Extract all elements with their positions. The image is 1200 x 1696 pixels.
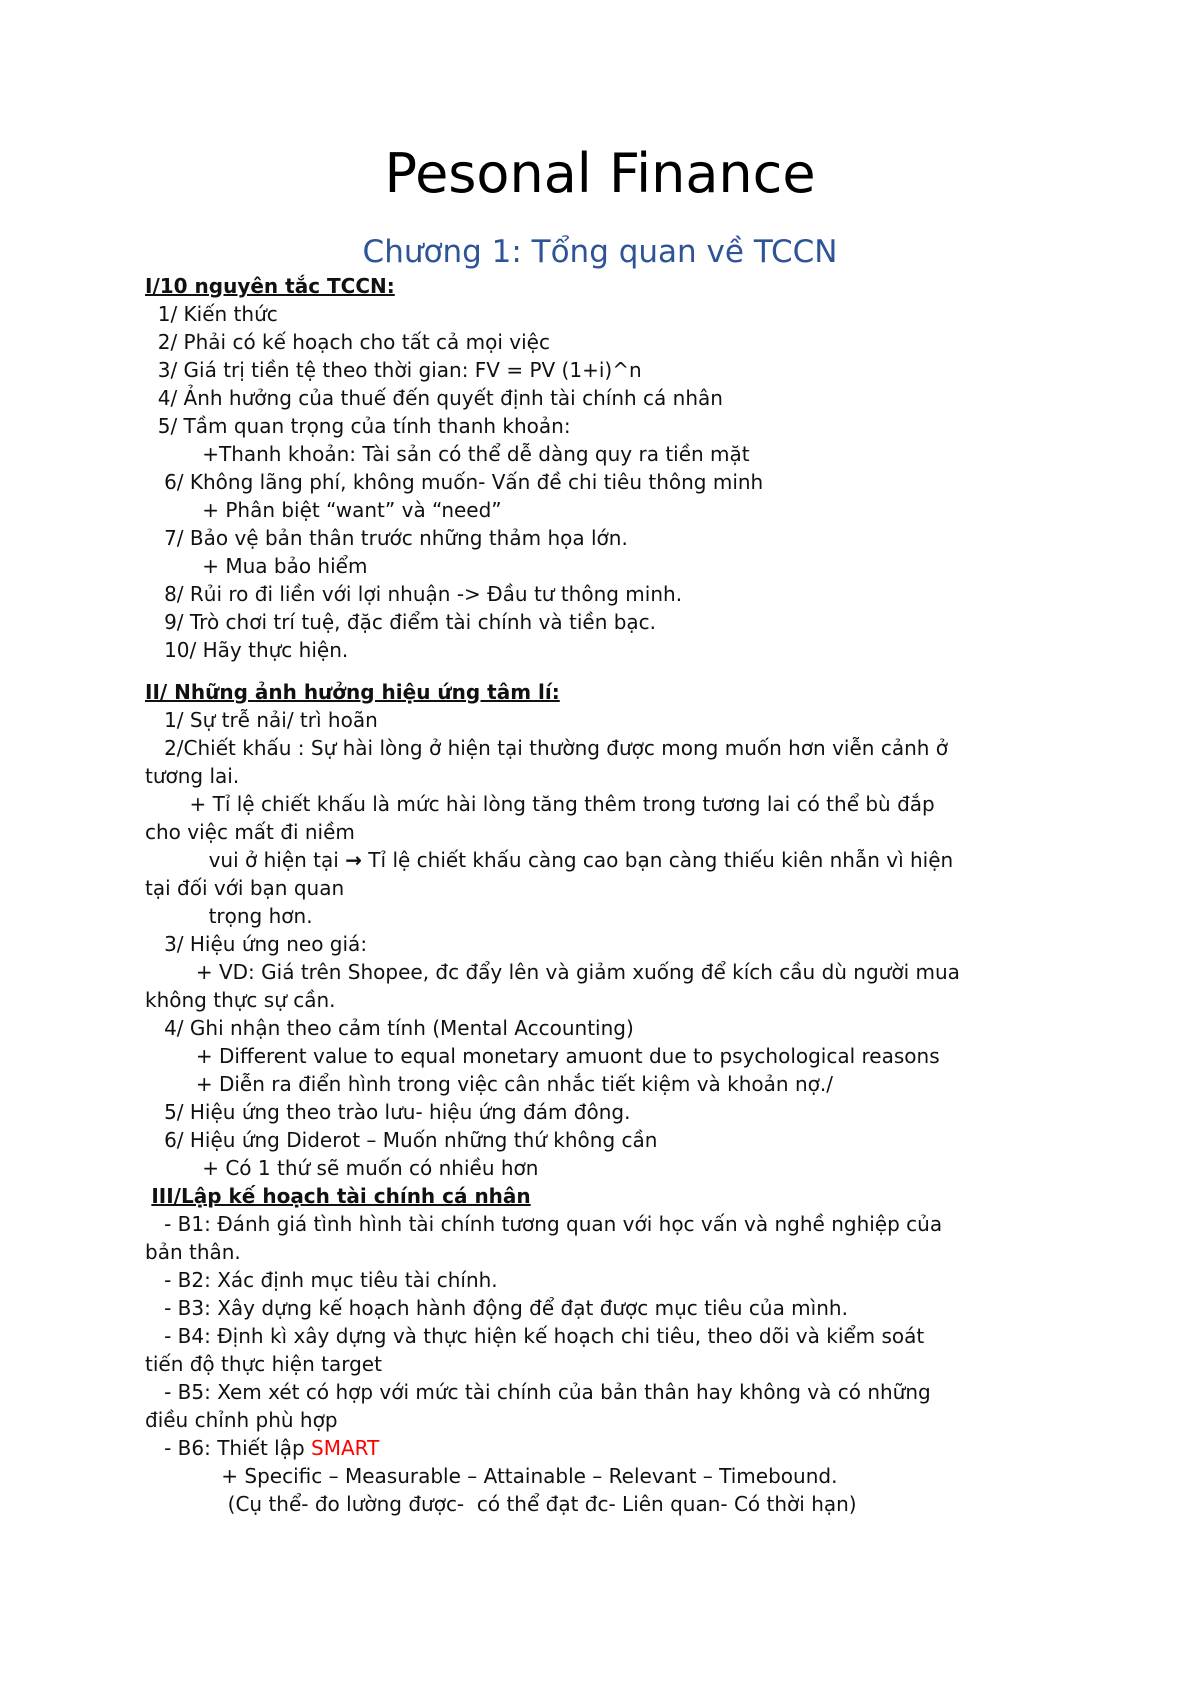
list-item: + Specific – Measurable – Attainable – Relevant – Timebound.	[145, 1464, 838, 1488]
list-item: - B3: Xây dựng kế hoạch hành động để đạt được mục tiêu của mình.	[145, 1296, 848, 1320]
list-item: 9/ Trò chơi trí tuệ, đặc điểm tài chính và tiền bạc.	[145, 610, 657, 634]
section-3-heading: III/Lập kế hoạch tài chính cá nhân	[151, 1184, 531, 1208]
list-item: (Cụ thể- đo lường được- có thể đạt đc- Liên quan- Có thời hạn)	[145, 1492, 857, 1516]
list-item: không thực sự cần.	[145, 988, 336, 1012]
list-item: 1/ Kiến thức	[145, 302, 278, 326]
line-text: Tỉ lệ chiết khấu càng cao bạn càng thiếu kiên nhẫn vì hiện	[361, 848, 954, 872]
list-item: 4/ Ảnh hưởng của thuế đến quyết định tài chính cá nhân	[145, 386, 723, 410]
list-item: + Diễn ra điển hình trong việc cân nhắc tiết kiệm và khoản nợ./	[145, 1072, 833, 1096]
smart-highlight: SMART	[311, 1436, 380, 1460]
list-item: 2/Chiết khấu : Sự hài lòng ở hiện tại thường được mong muốn hơn viễn cảnh ở	[145, 736, 949, 760]
list-item: - B2: Xác định mục tiêu tài chính.	[145, 1268, 498, 1292]
list-item: bản thân.	[145, 1240, 241, 1264]
list-item: 5/ Hiệu ứng theo trào lưu- hiệu ứng đám đông.	[145, 1100, 631, 1124]
list-item: 1/ Sự trễ nải/ trì hoãn	[145, 708, 378, 732]
list-item: 5/ Tầm quan trọng của tính thanh khoản:	[145, 414, 571, 438]
list-item: 4/ Ghi nhận theo cảm tính (Mental Accounting)	[145, 1016, 634, 1040]
section-1-heading: I/10 nguyên tắc TCCN:	[145, 274, 395, 298]
list-item: + Phân biệt “want” và “need”	[145, 498, 502, 522]
list-item: - B4: Định kì xây dựng và thực hiện kế hoạch chi tiêu, theo dõi và kiểm soát	[145, 1324, 925, 1348]
list-item: 10/ Hãy thực hiện.	[145, 638, 349, 662]
list-item: 2/ Phải có kế hoạch cho tất cả mọi việc	[145, 330, 550, 354]
list-item: 6/ Hiệu ứng Diderot – Muốn những thứ không cần	[145, 1128, 658, 1152]
list-item: tiến độ thực hiện target	[145, 1352, 382, 1376]
section-3-heading-row	[145, 1182, 1055, 1210]
paragraph-gap	[145, 664, 1055, 678]
line-text: - B6: Thiết lập	[145, 1436, 312, 1460]
list-item: + Tỉ lệ chiết khấu là mức hài lòng tăng thêm trong tương lai có thể bù đắp	[145, 792, 935, 816]
list-item: 7/ Bảo vệ bản thân trước những thảm họa lớn.	[145, 526, 628, 550]
list-item: 8/ Rủi ro đi liền với lợi nhuận -> Đầu tư thông minh.	[145, 582, 683, 606]
document-body	[145, 272, 1055, 1518]
list-item: 3/ Hiệu ứng neo giá:	[145, 932, 368, 956]
list-item: - B1: Đánh giá tình hình tài chính tương quan với học vấn và nghề nghiệp của	[145, 1212, 943, 1236]
list-item: tương lai.	[145, 764, 240, 788]
section-2-heading: II/ Những ảnh hưởng hiệu ứng tâm lí:	[145, 680, 560, 704]
list-item: + Mua bảo hiểm	[145, 554, 368, 578]
list-item: tại đối với bạn quan	[145, 876, 345, 900]
list-item: điều chỉnh phù hợp	[145, 1408, 338, 1432]
list-item-with-arrow	[145, 846, 1055, 874]
document-title: Pesonal Finance	[384, 142, 816, 205]
list-item: + Different value to equal monetary amuont due to psychological reasons	[145, 1044, 940, 1068]
list-item: 6/ Không lãng phí, không muốn- Vấn đề chi tiêu thông minh	[145, 470, 764, 494]
list-item: +Thanh khoản: Tài sản có thể dễ dàng quy ra tiền mặt	[145, 442, 750, 466]
chapter-heading: Chương 1: Tổng quan về TCCN	[362, 234, 838, 270]
list-item: 3/ Giá trị tiền tệ theo thời gian: FV = PV (1+i)^n	[145, 358, 642, 382]
list-item: + VD: Giá trên Shopee, đc đẩy lên và giảm xuống để kích cầu dù người mua	[145, 960, 960, 984]
list-item-smart	[145, 1434, 1055, 1462]
line-text: vui ở hiện tại	[145, 848, 346, 872]
arrow-right-icon: →	[345, 848, 362, 872]
list-item: cho việc mất đi niềm	[145, 820, 355, 844]
list-item: trọng hơn.	[145, 904, 313, 928]
list-item: + Có 1 thứ sẽ muốn có nhiều hơn	[145, 1156, 539, 1180]
list-item: - B5: Xem xét có hợp với mức tài chính của bản thân hay không và có những	[145, 1380, 931, 1404]
